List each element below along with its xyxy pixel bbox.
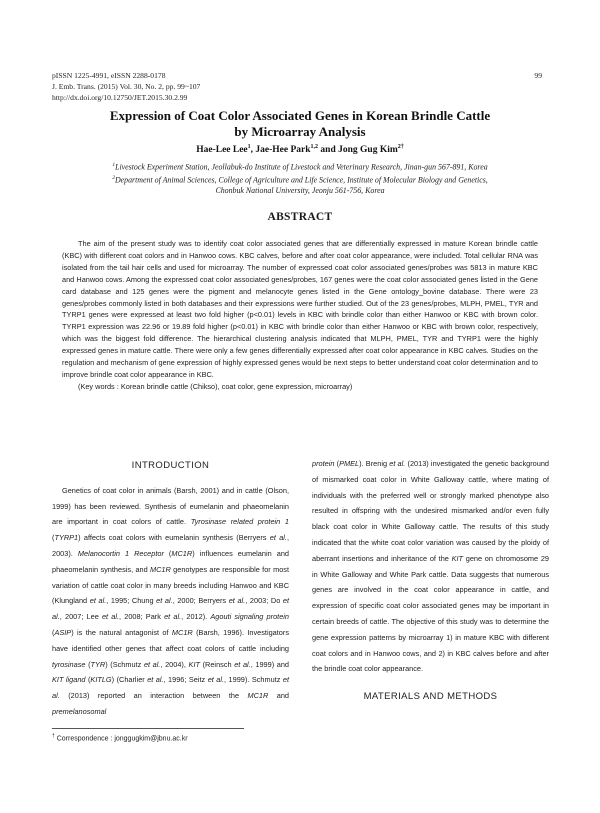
abstract-text: The aim of the present study was to identify coat color associated genes that are differentially expressed in mature Korean brindle cattle (KBC) with different coat colors and in Hanwoo cows. KBC calves, before and after coat color appearance, were included. Total cellular RNA was isolated from the tail hair cells and used for microarray. The number of expressed coat color associated genes/probes was 5813 in mature KBC and Hanwoo cows. Among the expressed coat color associated genes/probes, 167 genes were the coat color associated genes listed in the Gene card database and 125 genes were the pigment and melanocyte genes listed in the Gene ontology_bovine database. There were 23 genes/probes commonly listed in both databases and their expressions were further studied. Out of the 23 genes/probes, MLPH, PMEL, TYR and TYRP1 genes were expressed at least two fold higher (p<0.01) levels in KBC with brindle color than either Hanwoo or KBC with brown color. TYRP1 expression was 22.96 or 19.89 fold higher (p<0.01) in KBC with brindle color than either Hanwoo or KBC with brown color, respectively, which was the biggest fold difference. The hierarchical clustering analysis indicated that MLPH, PMEL, TYR and TYRP1 were the highly expressed genes in mature cattle. There were only a few genes differentially expressed after coat color appearance in KBC calves. Studies on the regulation and mechanism of gene expression of highly expressed genes would be next steps to better understand coat color determination and to improve brindle coat color appearance in KBC. xyxy=(62,239,538,379)
page-number: 99 xyxy=(534,71,542,80)
author-name: Hae-Lee Lee xyxy=(196,145,248,156)
footnote-text: Correspondence : jonggugkim@jbnu.ac.kr xyxy=(54,735,188,743)
affiliation-number: 1 xyxy=(112,162,116,168)
doi-link[interactable]: http://dx.doi.org/10.12750/JET.2015.30.2.99 xyxy=(52,93,188,102)
author-name: Jae-Hee Park xyxy=(255,145,311,156)
abstract-heading: ABSTRACT xyxy=(267,211,333,223)
footnote-divider xyxy=(52,728,244,729)
abstract-body xyxy=(62,238,538,393)
correspondence-footnote xyxy=(52,733,188,742)
author-affil-mark: 2† xyxy=(397,144,404,150)
journal-citation: J. Emb. Trans. (2015) Vol. 30, No. 2, pp. 99~107 xyxy=(52,82,201,91)
affiliation-number: 2 xyxy=(112,175,115,182)
introduction-paragraph: Genetics of coat color in animals (Barsh, 2001) and in cattle (Olson, 1999) has been reviewed. Synthesis of eumelanin and phaeomelanin are important in coat colors of cattle. Tyrosinase related protein 1 (TYRP1) affects coat colors with eumelanin synthesis (Berryers et al., 2003). Melanocortin 1 Receptor (MC1R) influences eumelanin and phaeomelanin synthesis, and MC1R genotypes are responsible for most variation of cattle coat color in many breeds including Hanwoo and KBC (Klungland et al., 1995; Chung et al., 2000; Berryers et al., 2003; Do et al., 2007; Lee et al., 2008; Park et al., 2012). Agouti signaling protein (ASIP) is the natural antagonist of MC1R (Barsh, 1996). Investigators have identified other genes that affect coat colors of cattle including tyrosinase (TYR) (Schmutz et al., 2004), KIT (Reinsch et al., 1999) and KIT ligand (KITLG) (Charlier et al., 1996; Seitz et al., 1999). Schmutz et al. (2013) reported an interaction between the MC1R and premelanosomal xyxy=(52,485,290,716)
methods-heading: MATERIALS AND METHODS xyxy=(363,691,498,703)
author-list xyxy=(40,144,560,155)
affiliation-2-cont: Chonbuk National University, Jeonju 561-756, Korea xyxy=(215,186,385,196)
right-column xyxy=(312,456,549,705)
footnote-mark: † xyxy=(52,733,55,739)
title-line-2: by Microarray Analysis xyxy=(234,123,366,139)
introduction-paragraph-cont: protein (PMEL). Brenig et al. (2013) investigated the genetic background of mismarked coat color in White Galloway cattle, where mating of individuals with the preferred well or strongly marked phenotype also resulted in offspring with the undesired mismarked and/or even fully black coat color in White Galloway cattle. The results of this study indicated that the white coat color variation was caused by the ploidy of aberrant insertions and inheritance of the KIT gene on chromosome 29 in White Galloway and White Park cattle. Data suggests that numerous genes are involved in the coat color appearance in cattle, and expression of specific coat color associated genes may be important in certain breeds of cattle. The objective of this study was to determine the gene expression patterns by microarray 1) in mature KBC with different coat colors and in Hanwoo cows, and 2) in KBC calves before and after the brindle coat color appearance. xyxy=(312,459,549,674)
affiliations xyxy=(60,160,540,197)
journal-header xyxy=(52,70,542,103)
author-name: Jong Gug Kim xyxy=(338,145,398,156)
affiliation-2 xyxy=(60,173,540,186)
affiliation-text: Department of Animal Sciences, College of Agriculture and Life Science, Institute of Molecular Biology and Genetics, xyxy=(114,175,488,185)
left-column xyxy=(52,458,289,720)
author-affil-mark: 1 xyxy=(247,144,251,150)
affiliation-text: Livestock Experiment Station, Jeollabuk-do Institute of Livestock and Veterinary Research, Jinan-gun 567-891, Korea xyxy=(115,162,488,172)
affiliation-1 xyxy=(60,160,540,173)
introduction-heading: INTRODUCTION xyxy=(131,460,210,471)
keywords: (Key words : Korean brindle cattle (Chikso), coat color, gene expression, microarray) xyxy=(78,381,353,391)
title-line-1: Expression of Coat Color Associated Genes in Korean Brindle Cattle xyxy=(109,108,491,123)
author-separator: , xyxy=(250,145,256,156)
author-separator: and xyxy=(318,145,339,156)
paper-title xyxy=(40,108,560,139)
author-affil-mark: 1,2 xyxy=(310,144,319,150)
issn-line: pISSN 1225-4991, eISSN 2288-0178 xyxy=(52,71,166,80)
